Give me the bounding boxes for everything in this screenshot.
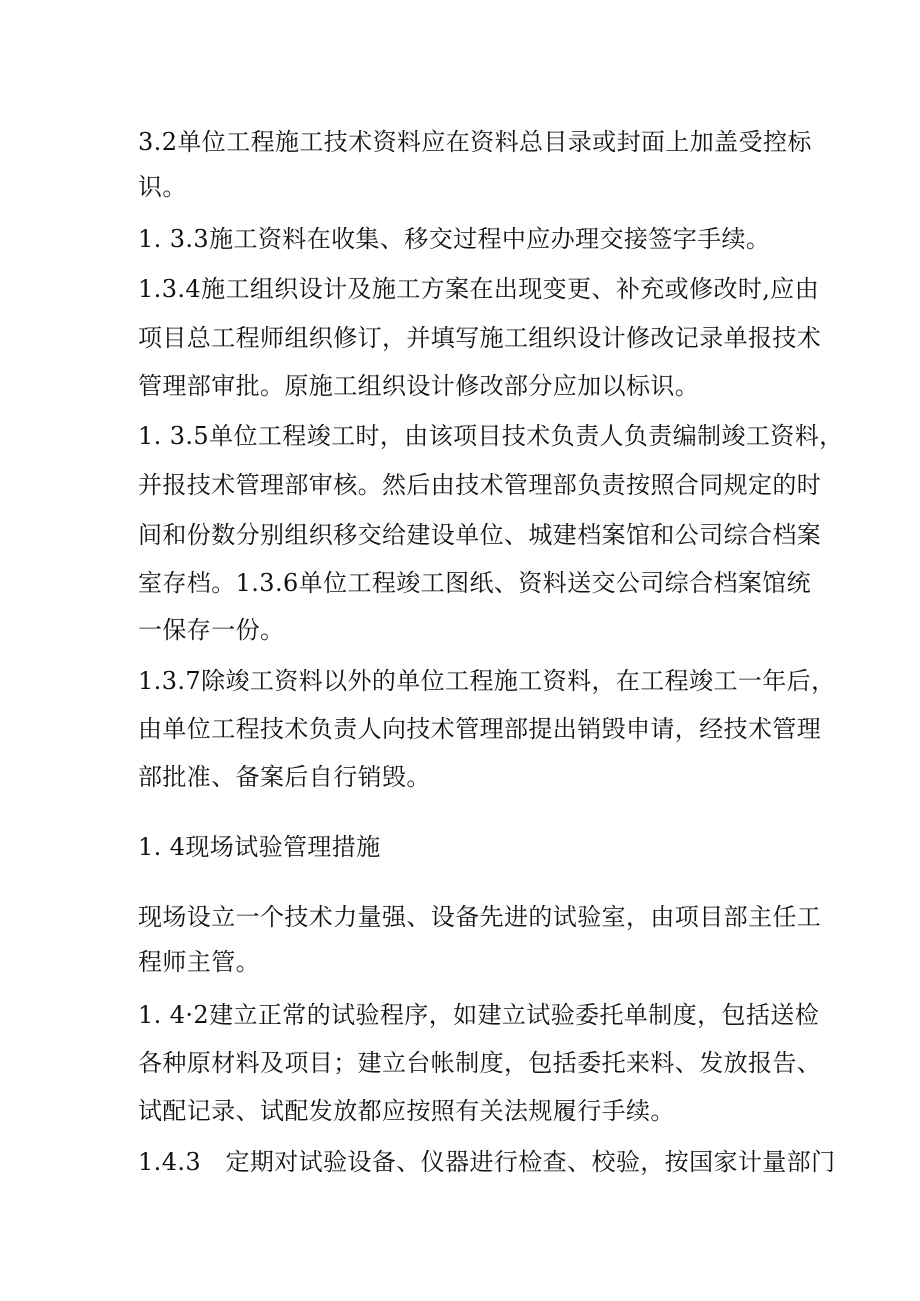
text-line: 1.4.3 定期对试验设备、仪器进行检查、校验，按国家计量部门 [138,1148,836,1176]
text-line: 1.3.4施工组织设计及施工方案在出现变更、补充或修改时,应由 [138,275,820,303]
text-line: 管理部审批。原施工组织设计修改部分应加以标识。 [138,372,700,400]
text-line: 室存档。1.3.6单位工程竣工图纸、资料送交公司综合档案馆统 [138,569,812,597]
text-line: 试配记录、试配发放都应按照有关法规履行手续。 [138,1097,675,1125]
text-line: 部批准、备案后自行销毁。 [138,763,431,791]
text-line: 间和份数分别组织移交给建设单位、城建档案馆和公司综合档案 [138,521,822,549]
text-line: 各种原材料及项目；建立台帐制度，包括委托来料、发放报告、 [138,1049,822,1077]
text-line: 由单位工程技术负责人向技术管理部提出销毁申请，经技术管理 [138,715,822,743]
text-line: 一保存一份。 [138,616,285,644]
text-line: 现场设立一个技术力量强、设备先进的试验室，由项目部主任工 [138,903,822,931]
text-line: 1. 3.5单位工程竣工时，由该项目技术负责人负责编制竣工资料， [138,422,844,450]
text-line: 1. 3.3施工资料在收集、移交过程中应办理交接签字手续。 [138,225,771,253]
text-line: 项目总工程师组织修订，并填写施工组织设计修改记录单报技术 [138,324,822,352]
text-line: 3.2单位工程施工技术资料应在资料总目录或封面上加盖受控标 [138,128,812,156]
text-line: 1. 4·2建立正常的试验程序，如建立试验委托单制度，包括送检 [138,1001,820,1029]
section-heading: 1. 4现场试验管理措施 [138,833,381,861]
text-line: 识。 [138,173,187,201]
text-line: 并报技术管理部审核。然后由技术管理部负责按照合同规定的时 [138,471,822,499]
text-line: 1.3.7除竣工资料以外的单位工程施工资料，在工程竣工一年后， [138,667,836,695]
text-line: 程师主管。 [138,948,260,976]
